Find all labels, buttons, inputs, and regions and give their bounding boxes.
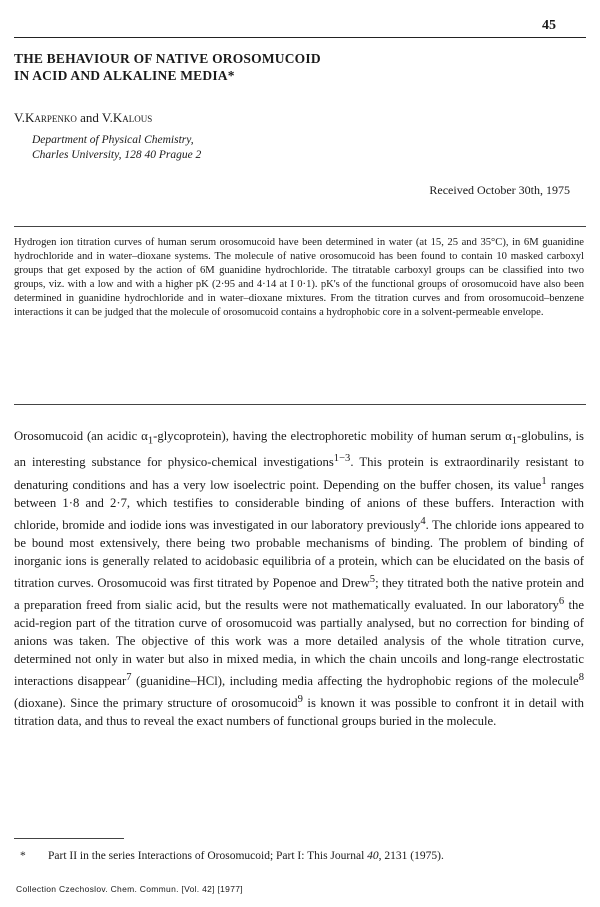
abstract: Hydrogen ion titration curves of human serum orosomucoid have been determined in water (at 15, 25 and 35°C), in 6M guanidine hydrochloride and in water–dioxane systems. The molecule of native orosomucoid has been found to contain 10 masked carboxyl groups that get exposed by the action of 6M guanidine hydrochloride. The titratable carboxyl groups can be classified into two groups, viz. with a low and with a higher pK (2·95 and 4·14 at I 0·1). pK's of the functional groups of orosomucoid have also been determined in guanidine hydrochloride and in water–dioxane mixtures. From the titration curves and from orosomucoid–benzene interactions it can be judged that the molecule of orosomucoid contains a hydrophobic core in a solvent-permeable envelope. xyxy=(14,237,584,319)
reference-mark: 7 xyxy=(126,671,132,683)
abstract-bottom-rule xyxy=(14,404,586,405)
article-title xyxy=(14,50,574,84)
reference-mark: 9 xyxy=(297,693,303,705)
reference-mark: 1 xyxy=(541,475,547,487)
page-number: 45 xyxy=(542,18,556,33)
author-2-name: Kalous xyxy=(112,110,153,125)
received-date: Received October 30th, 1975 xyxy=(429,183,570,197)
reference-mark: 8 xyxy=(578,671,584,683)
footnote-mark: * xyxy=(20,850,26,862)
title-line-2: IN ACID AND ALKALINE MEDIA* xyxy=(14,68,235,83)
reference-mark: 6 xyxy=(558,595,565,607)
footnote xyxy=(14,850,586,862)
affiliation-line-2: Charles University, 128 40 Prague 2 xyxy=(32,149,202,161)
authors xyxy=(14,110,152,126)
header-rule xyxy=(14,37,586,38)
author-1-initial: V. xyxy=(14,110,25,125)
affiliation-line-1: Department of Physical Chemistry, xyxy=(32,134,194,146)
body-paragraph: Orosomucoid (an acidic $\alpha_1-glycoprotein$), having the electrophoretic mobility of human serum $\alpha_1$-globulins, is an interesting substance for physico-chemical investigations$^{1-3}$. This protein is extraordinarily resistant to denaturing conditions and has a very low isoelectric point. Depending on the buffer chosen, its value$^1$ ranges between 1·8 and 2·7, which testifies to considerable binding of anions of these buffers. Interaction with chloride, bromide and iodide ions was investigated in our laboratory previously$^4$. The chloride ions appeared to be bound most extensively, there being two probable mechanisms of binding. The problem of binding of inorganic ions is generally related to acidobasic equilibria of a protein, which can be elucidated on the basis of titration curves. Orosomucoid was first titrated by Popenoe and Drew$^5$; they titrated both the native protein and a preparation freed from sialic acid, but the results were not mathematically evaluated. In our laboratory$^6$ the acid-region part of the titration curve of orosomucoid was partially analysed, but no correction for binding of anions was taken. The objective of this work was a more detailed analysis of the whole titration curve, determined not only in water but also in mixed media, in which the chain uncoils and long-range electrostatic interactions disappear$^7$ (guanidine–HCl), including media affecting the hydrophobic regions of the molecule$^8$ (dioxane). Since the primary structure of orosomucoid$^9$ is known it was possible to confront it in detail with titration data, and thus to reveal the exact numbers of functional groups buried in the molecule. xyxy=(14,429,584,728)
affiliation xyxy=(32,133,201,163)
author-1-name: Karpenko xyxy=(24,110,77,125)
author-2-initial: V. xyxy=(101,110,113,125)
journal-footer: Collection Czechoslov. Chem. Commun. [Vol. 42] [1977] xyxy=(16,884,243,894)
footnote-rule xyxy=(14,838,124,839)
reference-mark: 5 xyxy=(369,573,376,585)
body-text xyxy=(14,428,584,731)
title-line-1: THE BEHAVIOUR OF NATIVE OROSOMUCOID xyxy=(14,51,321,66)
footnote-text-b: , 2131 (1975). xyxy=(378,850,444,862)
subscript: 1 xyxy=(511,435,518,447)
subscript: 1 xyxy=(147,435,154,447)
footnote-text-a: Part II in the series Interactions of Orosomucoid; Part I: This Journal xyxy=(48,850,368,862)
reference-mark: 4 xyxy=(420,515,426,527)
reference-mark: 1−3 xyxy=(333,453,351,465)
abstract-top-rule xyxy=(14,226,586,227)
authors-conjunction: and xyxy=(76,110,102,125)
footnote-volume: 40 xyxy=(367,850,379,862)
